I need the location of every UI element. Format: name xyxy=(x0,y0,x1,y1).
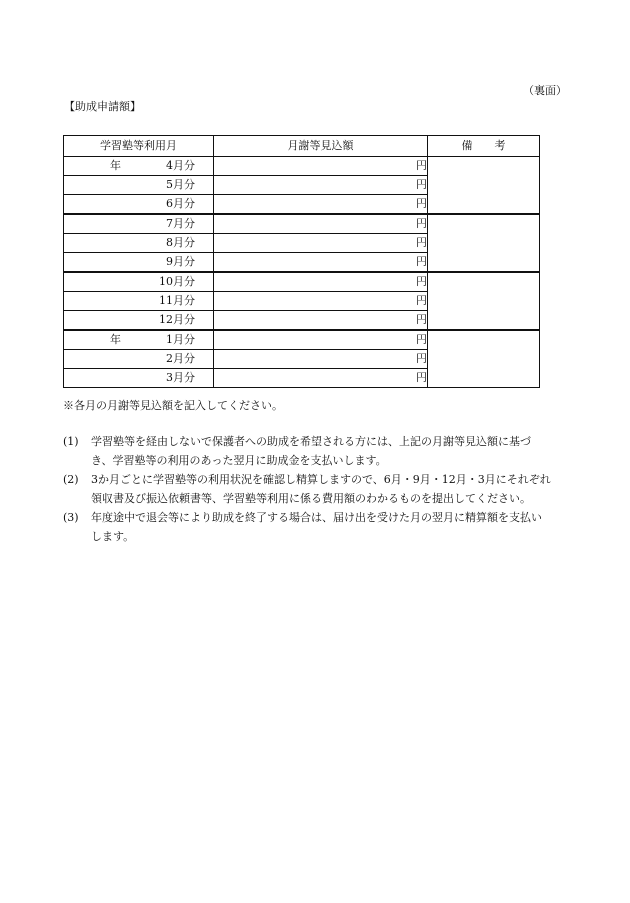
month-cell xyxy=(64,311,214,331)
month-cell xyxy=(64,272,214,292)
month-label: 8月分 xyxy=(166,236,195,249)
month-label: 5月分 xyxy=(166,178,195,191)
note-text: 学習塾等を経由しないで保護者への助成を希望される方には、上記の月謝等見込額に基づき、学習塾等の利用のあった翌月に助成金を支払いします。 xyxy=(91,435,531,467)
month-label: 12月分 xyxy=(159,313,195,326)
remarks-cell[interactable] xyxy=(428,214,540,272)
month-cell xyxy=(64,234,214,253)
note-number: (1) xyxy=(63,435,79,448)
year-label: 年 xyxy=(110,333,121,346)
month-label: 2月分 xyxy=(166,352,195,365)
notes-list xyxy=(63,432,551,546)
table-row xyxy=(64,214,540,234)
month-label: 1月分 xyxy=(166,333,195,346)
table-row xyxy=(64,272,540,292)
amount-cell[interactable]: 円 xyxy=(214,369,428,388)
table-note: ※各月の月謝等見込額を記入してください。 xyxy=(63,399,283,412)
fee-table xyxy=(63,135,540,388)
month-label: 6月分 xyxy=(166,197,195,210)
amount-cell[interactable]: 円 xyxy=(214,234,428,253)
month-cell xyxy=(64,195,214,215)
amount-cell[interactable]: 円 xyxy=(214,157,428,176)
note-item xyxy=(63,432,551,470)
note-number: (2) xyxy=(63,473,79,486)
month-label: 4月分 xyxy=(166,159,195,172)
table-header-row xyxy=(64,136,540,157)
amount-cell[interactable]: 円 xyxy=(214,176,428,195)
note-text: 3か月ごとに学習塾等の利用状況を確認し精算しますので、6月・9月・12月・3月にそれぞれ領収書及び振込依頼書等、学習塾等利用に係る費用額のわかるものを提出してください。 xyxy=(91,473,551,505)
remarks-cell[interactable] xyxy=(428,272,540,330)
header-usage-month: 学習塾等利用月 xyxy=(64,136,214,157)
amount-cell[interactable]: 円 xyxy=(214,253,428,273)
table-row xyxy=(64,157,540,176)
page-side-label: （裏面） xyxy=(523,84,567,97)
month-cell xyxy=(64,214,214,234)
month-label: 10月分 xyxy=(159,275,195,288)
month-cell xyxy=(64,292,214,311)
section-title: 【助成申請額】 xyxy=(64,100,141,113)
remarks-cell[interactable] xyxy=(428,157,540,215)
month-label: 9月分 xyxy=(166,255,195,268)
month-cell xyxy=(64,369,214,388)
month-label: 11月分 xyxy=(159,294,195,307)
month-cell xyxy=(64,157,214,176)
amount-cell[interactable]: 円 xyxy=(214,311,428,331)
note-text: 年度途中で退会等により助成を終了する場合は、届け出を受けた月の翌月に精算額を支払いします。 xyxy=(91,511,542,543)
note-number: (3) xyxy=(63,511,79,524)
amount-cell[interactable]: 円 xyxy=(214,214,428,234)
month-label: 7月分 xyxy=(166,217,195,230)
year-label: 年 xyxy=(110,159,121,172)
month-label: 3月分 xyxy=(166,371,195,384)
table-row xyxy=(64,330,540,350)
month-cell xyxy=(64,350,214,369)
amount-cell[interactable]: 円 xyxy=(214,195,428,215)
note-item xyxy=(63,508,551,546)
month-cell xyxy=(64,253,214,273)
header-estimated-fee: 月謝等見込額 xyxy=(214,136,428,157)
amount-cell[interactable]: 円 xyxy=(214,292,428,311)
note-item xyxy=(63,470,551,508)
month-cell xyxy=(64,330,214,350)
amount-cell[interactable]: 円 xyxy=(214,350,428,369)
amount-cell[interactable]: 円 xyxy=(214,272,428,292)
month-cell xyxy=(64,176,214,195)
amount-cell[interactable]: 円 xyxy=(214,330,428,350)
header-remarks: 備 考 xyxy=(428,136,540,157)
remarks-cell[interactable] xyxy=(428,330,540,388)
